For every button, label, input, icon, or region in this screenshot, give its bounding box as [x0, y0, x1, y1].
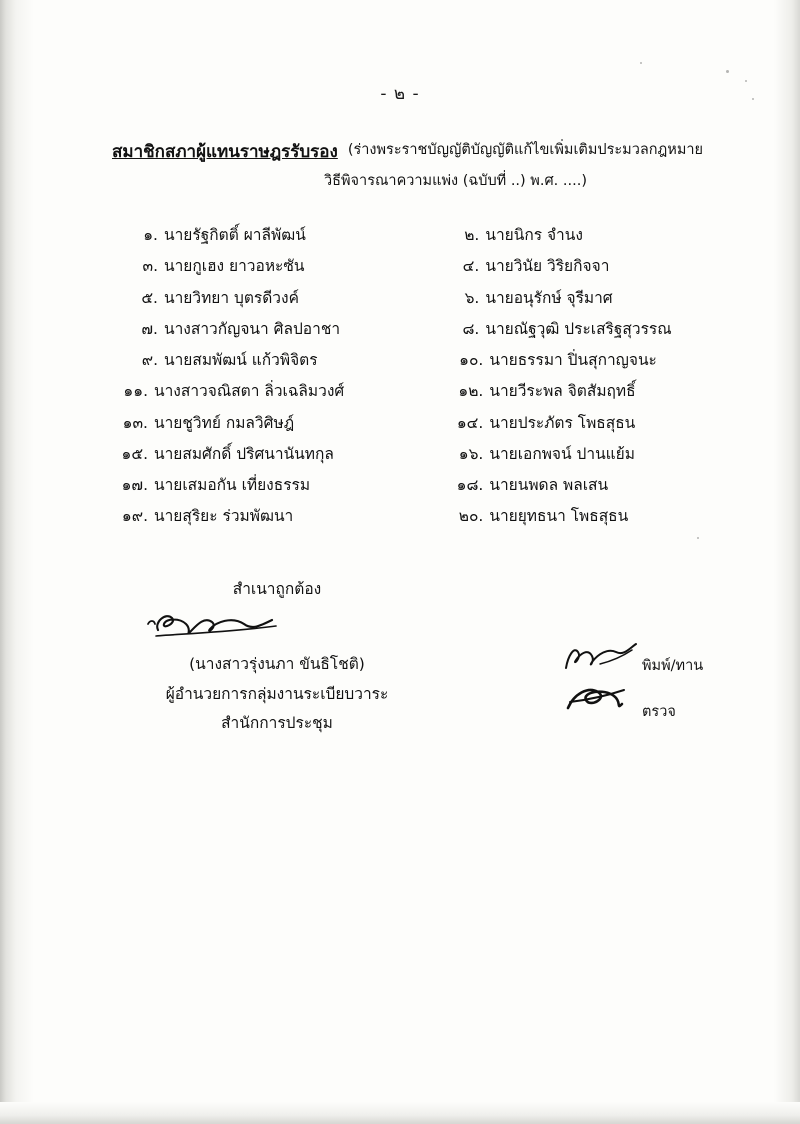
list-item-name: นายสุริยะ ร่วมพัฒนา: [154, 507, 294, 526]
list-item: [112, 380, 449, 403]
list-item: [449, 412, 722, 435]
list-item: [449, 287, 722, 310]
list-row: [112, 349, 722, 372]
list-item-number: ๘.: [462, 319, 480, 338]
list-item: [112, 474, 449, 497]
print-stamp-label: พิมพ์/ทาน: [642, 658, 704, 674]
list-item: [112, 443, 449, 466]
certifier-office: สำนักการประชุม: [221, 714, 333, 733]
list-item-name: นายกูเฮง ยาวอหะซัน: [164, 257, 305, 276]
heading-paren-line1: (ร่างพระราชบัญญัติบัญญัติแก้ไขเพิ่มเติมประมวลกฎหมาย: [347, 142, 704, 158]
list-item-number: ๑๐.: [459, 351, 484, 369]
list-item: [112, 349, 449, 372]
list-item-number: ๑๕.: [121, 444, 148, 463]
list-item-number: ๑๗.: [121, 476, 148, 494]
list-item-number: ๗.: [141, 319, 158, 338]
list-item-number: ๑๘.: [456, 476, 484, 494]
heading-paren-line2: วิธีพิจารณาความแพ่ง (ฉบับที่ ..) พ.ศ. ....): [324, 173, 587, 189]
scan-speck: [697, 537, 699, 539]
list-row: [112, 287, 722, 310]
certifier-position: ผู้อำนวยการกลุ่มงานระเบียบวาระ: [165, 684, 389, 703]
list-item: [449, 474, 722, 497]
list-item-number: ๒๐.: [458, 507, 484, 526]
list-item-name: นายวีระพล จิตสัมฤทธิ์: [489, 382, 636, 401]
list-row: [112, 443, 722, 466]
list-row: [112, 474, 722, 497]
list-item-number: ๕.: [141, 288, 158, 307]
list-row: [112, 412, 722, 435]
print-signature-icon: [560, 638, 640, 678]
list-item: [449, 505, 722, 528]
page-number: - ๒ -: [380, 84, 420, 104]
list-item-name: นายวินัย วิริยกิจจา: [485, 257, 610, 276]
list-item-name: นายสมศักดิ์ ปริศนานันทกุล: [154, 444, 334, 463]
check-signature-icon: [560, 680, 640, 720]
list-item-name: นายนิกร จำนง: [485, 226, 583, 244]
list-item: [112, 224, 449, 247]
list-item: [449, 349, 722, 372]
check-stamp-label: ตรวจ: [642, 704, 676, 720]
list-item: [112, 287, 449, 310]
list-item-name: นายธรรมา ปิ่นสุกาญจนะ: [489, 351, 657, 369]
list-item-number: ๑๔.: [456, 413, 484, 432]
list-item-name: นายชูวิทย์ กมลวิศิษฎ์: [154, 413, 295, 432]
list-item-number: ๒.: [464, 226, 480, 244]
signatory-list: [112, 224, 722, 537]
list-row: [112, 380, 722, 403]
list-item: [112, 318, 449, 341]
signature-area: [112, 604, 442, 650]
list-item-name: นายรัฐกิตติ์ ผาลีพัฒน์: [164, 226, 306, 244]
page-title: สมาชิกสภาผู้แทนราษฎรรับรอง: [112, 142, 338, 162]
scan-speck: [640, 62, 642, 64]
list-item: [449, 255, 722, 278]
stamp-block: [560, 640, 760, 724]
list-item-number: ๙.: [141, 351, 158, 369]
list-item-number: ๑๖.: [458, 444, 484, 463]
list-item: [449, 318, 722, 341]
list-item-name: นางสาวจณิสตา ลิ่วเฉลิมวงศ์: [154, 382, 345, 401]
list-item-number: ๓.: [142, 257, 158, 276]
list-item: [449, 443, 722, 466]
list-item-name: นายเอกพจน์ ปานแย้ม: [489, 444, 635, 463]
list-row: [112, 505, 722, 528]
list-item-number: ๑.: [143, 226, 158, 244]
certification-label: สำเนาถูกต้อง: [232, 580, 322, 598]
list-item-name: นายณัฐวุฒิ ประเสริฐสุวรรณ: [485, 319, 672, 338]
list-item-name: นายวิทยา บุตรดีวงค์: [164, 288, 299, 307]
list-item-name: นางสาวกัญจนา ศิลปอาชา: [164, 319, 341, 338]
list-item: [112, 505, 449, 528]
list-item: [112, 255, 449, 278]
list-row: [112, 255, 722, 278]
handwritten-signature-icon: [140, 604, 310, 648]
list-item-number: ๑๒.: [458, 382, 484, 401]
certifier-name: (นางสาวรุ่งนภา ขันธิโชติ): [189, 655, 365, 674]
scan-edge-bottom: [0, 1102, 800, 1124]
list-item: [449, 380, 722, 403]
list-item: [112, 412, 449, 435]
list-item-name: นายเสมอกัน เที่ยงธรรม: [154, 476, 311, 494]
scan-edge-left: [0, 0, 34, 1124]
list-item-name: นายประภัตร โพธสุธน: [489, 413, 636, 432]
list-item-name: นายนพดล พลเสน: [489, 476, 609, 494]
heading-block: [112, 138, 712, 192]
print-stamp-row: [560, 640, 760, 682]
list-item-name: นายยุทธนา โพธสุธน: [489, 507, 629, 526]
scan-edge-right: [774, 0, 800, 1124]
list-item-number: ๑๑.: [123, 382, 148, 401]
list-item-number: ๖.: [464, 288, 480, 307]
list-item-name: นายสมพัฒน์ แก้วพิจิตร: [164, 351, 318, 369]
certification-block: [112, 575, 442, 739]
list-row: [112, 224, 722, 247]
list-item-number: ๔.: [462, 257, 480, 276]
scan-speck: [726, 70, 729, 73]
check-stamp-row: [560, 682, 760, 724]
list-item-number: ๑๙.: [121, 507, 148, 526]
list-row: [112, 318, 722, 341]
list-item: [449, 224, 722, 247]
list-item-number: ๑๓.: [122, 413, 148, 432]
list-item-name: นายอนุรักษ์ จุรีมาศ: [485, 288, 613, 307]
